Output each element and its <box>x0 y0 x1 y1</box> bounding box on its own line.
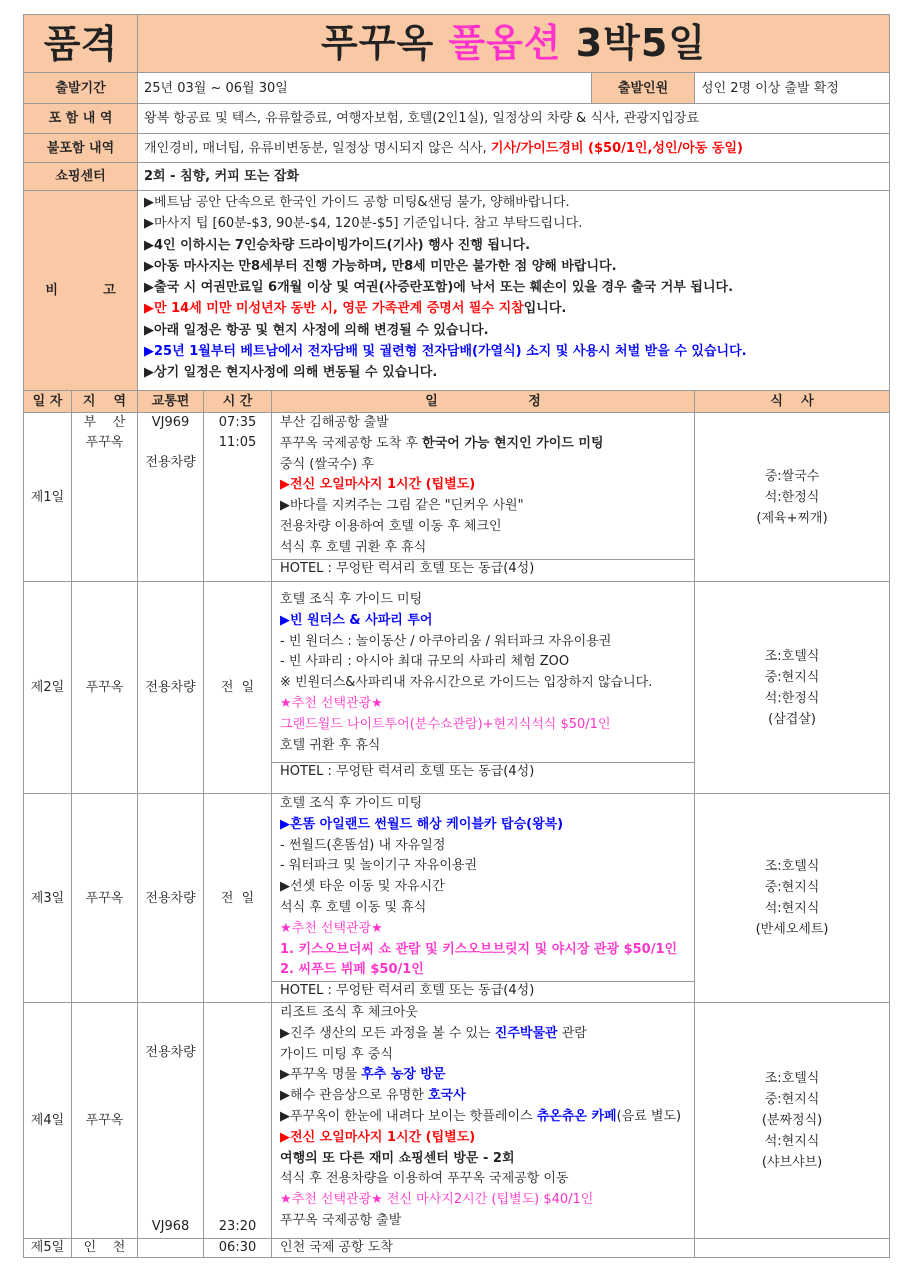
flight-number: VJ968 <box>151 1219 190 1234</box>
meal-text: 중:현지식 <box>764 880 820 895</box>
schedule-line: ▶전신 오일마사지 1시간 (팁별도) <box>280 477 476 493</box>
schedule-line: - 썬월드(혼똠섬) 내 자유일정 <box>280 837 446 853</box>
brand-label: 품격 <box>24 15 138 73</box>
schedule-line: 호텔 조식 후 가이드 미팅 <box>280 796 423 811</box>
meal-text: 중:현지식 <box>764 1092 820 1107</box>
notes-list <box>138 191 890 391</box>
day-row <box>24 582 890 794</box>
exclude-label: 불포함 내역 <box>24 134 138 163</box>
day-row <box>24 794 890 1003</box>
schedule-line: ▶전신 오일마사지 1시간 (팁별도) <box>280 1129 476 1145</box>
schedule-cell <box>272 794 695 1003</box>
region-text: 푸꾸옥 <box>72 794 138 1003</box>
schedule-text: 푸꾸옥 국제공항 도착 후 <box>280 435 423 451</box>
schedule-highlight: 한국어 가능 현지인 가이드 미팅 <box>422 435 604 451</box>
notes-row <box>24 191 890 391</box>
day-row <box>24 1239 890 1258</box>
schedule-line: 전용차량 이용하여 호텔 이동 후 체크인 <box>280 518 502 534</box>
exclude-row <box>24 134 890 163</box>
meal-text: 조:호텔식 <box>764 648 820 664</box>
meal-text: (샤브샤브) <box>761 1155 823 1170</box>
include-value: 왕복 항공료 및 텍스, 유류할증료, 여행자보험, 호텔(2인1실), 일정상의 차량 & 식사, 관광지입장료 <box>138 104 890 134</box>
schedule-cell <box>272 1003 695 1239</box>
meal-text: (삼겹살) <box>768 711 816 727</box>
meal-cell <box>695 413 890 582</box>
schedule-line: 리조트 조식 후 체크아웃 <box>280 1005 418 1020</box>
schedule-highlight: 호국사 <box>428 1088 466 1104</box>
exclude-text: 개인경비, 매너팁, 유류비변동분, 일정상 명시되지 않은 식사, <box>144 140 491 156</box>
schedule-text: ▶푸꾸옥 명물 <box>280 1067 362 1083</box>
itinerary-sheet <box>23 14 889 1258</box>
meal-text: 조:호텔식 <box>764 859 820 874</box>
note-item: ▶아래 일정은 항공 및 현지 사정에 의해 변경될 수 있습니다. <box>144 322 489 338</box>
meal-cell <box>695 1003 890 1239</box>
schedule-line: 호텔 조식 후 가이드 미팅 <box>280 592 423 607</box>
transport-cell <box>138 1003 204 1239</box>
schedule-line: 중식 (쌀국수) 후 <box>280 456 374 472</box>
meal-text: 중:쌀국수 <box>764 468 820 484</box>
schedule-line: ★추천 선택관광★ <box>280 920 383 936</box>
schedule-line: 가이드 미팅 후 중식 <box>280 1046 393 1062</box>
meal-text: 석:현지식 <box>764 901 820 916</box>
transport-text: 전용차량 <box>145 1045 196 1060</box>
schedule-line: 인천 국제 공항 도착 <box>272 1239 695 1258</box>
region-text: 부 산 <box>83 415 126 430</box>
shop-label: 쇼핑센터 <box>24 163 138 191</box>
schedule-header-row <box>24 391 890 413</box>
col-transport: 교통편 <box>138 391 204 413</box>
exclude-value <box>138 134 890 163</box>
transport-gap <box>138 433 203 453</box>
people-value: 성인 2명 이상 출발 확정 <box>695 73 890 104</box>
title-highlight: 풀옵션 <box>448 21 562 65</box>
schedule-line <box>272 434 694 455</box>
meal-text <box>695 1239 890 1258</box>
schedule-line <box>272 1065 694 1086</box>
region-cell <box>72 413 138 582</box>
include-label: 포 함 내 역 <box>24 104 138 134</box>
day-label: 제3일 <box>24 794 72 1003</box>
time-text: 06:30 <box>204 1239 272 1258</box>
itinerary-table <box>23 14 890 1258</box>
schedule-highlight: 진주박물관 <box>494 1025 558 1041</box>
transport-text: 전용차량 <box>138 582 204 794</box>
schedule-highlight: 츄온츄온 카페 <box>536 1108 617 1124</box>
schedule-line: 1. 키스오브더씨 쇼 관람 및 키스오브브릿지 및 야시장 관광 $50/1인 <box>280 941 678 957</box>
meal-text: (제육+찌개) <box>756 510 828 526</box>
note-item: ▶출국 시 여권만료일 6개월 이상 및 여권(사증란포함)에 낙서 또는 훼손이 있을 경우 출국 거부 됩니다. <box>144 280 734 296</box>
period-label: 출발기간 <box>24 73 138 104</box>
day-label: 제5일 <box>24 1239 72 1258</box>
shop-row <box>24 163 890 191</box>
schedule-line: ▶바다를 지켜주는 그림 같은 "딘커우 사원" <box>280 498 524 514</box>
col-schedule: 일 정 <box>272 391 695 413</box>
meal-text: 석:현지식 <box>764 1134 820 1149</box>
schedule-line: 석식 후 호텔 귀환 후 휴식 <box>280 539 427 555</box>
schedule-line: 호텔 귀환 후 휴식 <box>280 737 381 753</box>
meal-text: 중:현지식 <box>764 669 820 685</box>
schedule-line: 그랜드월드 나이트투어(분수쇼관람)+현지식석식 $50/1인 <box>280 716 611 732</box>
schedule-cell <box>272 582 695 794</box>
schedule-line: ※ 빈원더스&사파리내 자유시간으로 가이드는 입장하지 않습니다. <box>280 675 653 691</box>
include-row <box>24 104 890 134</box>
col-region: 지 역 <box>72 391 138 413</box>
time-text: 전 일 <box>204 582 272 794</box>
region-text: 푸꾸옥 <box>72 1003 138 1239</box>
schedule-text: ▶푸꾸옥이 한눈에 내려다 보이는 핫플레이스 <box>280 1108 537 1124</box>
transport-text: 전용차량 <box>145 455 196 470</box>
transport-cell <box>138 413 204 582</box>
page-title <box>138 15 890 73</box>
note-item: ▶마사지 팁 [60분-$3, 90분-$4, 120분-$5] 기준입니다. 참고 부탁드립니다. <box>144 216 583 232</box>
schedule-line: - 빈 원더스 : 놀이동산 / 아쿠아리움 / 워터파크 자유이용권 <box>280 633 612 649</box>
header-row <box>24 15 890 73</box>
flight-number: VJ969 <box>151 415 190 430</box>
meal-cell <box>695 794 890 1003</box>
schedule-line: ▶빈 원더스 & 사파리 투어 <box>280 612 433 628</box>
schedule-line: 푸꾸옥 국제공항 출발 <box>280 1212 402 1228</box>
schedule-line: - 빈 사파리 : 아시아 최대 규모의 사파리 체험 ZOO <box>280 654 570 670</box>
schedule-line: 2. 씨푸드 뷔페 $50/1인 <box>280 962 424 978</box>
day-label: 제2일 <box>24 582 72 794</box>
col-meal: 식 사 <box>695 391 890 413</box>
time-text: 23:20 <box>218 1219 257 1234</box>
day-row <box>24 1003 890 1239</box>
shop-value: 2회 - 침향, 커피 또는 잡화 <box>138 163 890 191</box>
notes-label: 비 고 <box>24 191 138 391</box>
day-label: 제1일 <box>24 413 72 582</box>
note-minor-warning: ▶만 14세 미만 미성년자 동반 시, 영문 가족관계 증명서 필수 지참 <box>144 301 524 317</box>
note-item: ▶베트남 공안 단속으로 한국인 가이드 공항 미팅&샌딩 불가, 양해바랍니다. <box>144 195 570 210</box>
hotel-line: HOTEL : 무엉탄 럭셔리 호텔 또는 동급(4성) <box>272 981 694 1000</box>
note-item <box>144 298 883 319</box>
schedule-text: ▶진주 생산의 모든 과정을 볼 수 있는 <box>280 1025 495 1041</box>
schedule-line: 여행의 또 다른 재미 쇼핑센터 방문 - 2회 <box>280 1150 515 1166</box>
day-row <box>24 413 890 582</box>
schedule-cell <box>272 413 695 582</box>
schedule-line: 석식 후 전용차량을 이용하여 푸꾸옥 국제공항 이동 <box>280 1171 569 1187</box>
schedule-highlight: 후추 농장 방문 <box>361 1067 446 1083</box>
hotel-line: HOTEL : 무엉탄 럭셔리 호텔 또는 동급(4성) <box>272 559 694 578</box>
meal-cell <box>695 582 890 794</box>
schedule-line: ▶혼똠 아일랜드 썬월드 해상 케이블카 탑승(왕복) <box>280 816 564 832</box>
schedule-line: 석식 후 호텔 이동 및 휴식 <box>280 899 427 915</box>
note-item: ▶상기 일정은 현지사정에 의해 변동될 수 있습니다. <box>144 365 438 381</box>
col-time: 시 간 <box>204 391 272 413</box>
meal-text: (반세오세트) <box>755 922 829 937</box>
time-cell <box>204 1003 272 1239</box>
note-item: ▶4인 이하시는 7인승차량 드라이빙가이드(기사) 행사 진행 됩니다. <box>144 237 531 253</box>
title-suffix: 3박5일 <box>561 21 707 65</box>
schedule-line: ★추천 선택관광★ 전신 마사지2시간 (팁별도) $40/1인 <box>280 1192 594 1208</box>
meal-text: 석:한정식 <box>764 690 820 706</box>
time-cell <box>204 413 272 582</box>
time-text: 07:35 <box>218 415 257 430</box>
note-minor-suffix: 입니다. <box>523 301 567 317</box>
schedule-line: ▶선셋 타운 이동 및 자유시간 <box>280 879 445 895</box>
hotel-line: HOTEL : 무엉탄 럭셔리 호텔 또는 동급(4성) <box>272 762 694 781</box>
region-text: 인 천 <box>72 1239 138 1258</box>
title-prefix: 푸꾸옥 <box>321 21 449 65</box>
meal-text: (분짜정식) <box>761 1113 823 1128</box>
note-item: ▶25년 1월부터 베트남에서 전자담배 및 궐련형 전자담배(가열식) 소지 및 사용시 처벌 받을 수 있습니다. <box>144 344 747 360</box>
people-label: 출발인원 <box>592 73 695 104</box>
transport-text: 전용차량 <box>138 794 204 1003</box>
col-day: 일 자 <box>24 391 72 413</box>
schedule-line: ★추천 선택관광★ <box>280 695 383 711</box>
schedule-line: - 워터파크 및 놀이기구 자유이용권 <box>280 858 478 874</box>
note-item: ▶아동 마사지는 만8세부터 진행 가능하며, 만8세 미만은 불가한 점 양해 바랍니다. <box>144 258 617 274</box>
schedule-text: 관람 <box>557 1025 587 1041</box>
period-row <box>24 73 890 104</box>
schedule-line <box>272 1024 694 1045</box>
time-text: 전 일 <box>204 794 272 1003</box>
schedule-line <box>272 1107 694 1128</box>
meal-text: 조:호텔식 <box>764 1071 820 1086</box>
exclude-guide-fee: 기사/가이드경비 ($50/1인,성인/아동 동일) <box>490 140 743 156</box>
day-label: 제4일 <box>24 1003 72 1239</box>
schedule-text: ▶해수 관음상으로 유명한 <box>280 1088 428 1104</box>
transport-text <box>138 1239 204 1258</box>
region-text: 푸꾸옥 <box>85 435 124 450</box>
schedule-line: 부산 김해공항 출발 <box>280 415 389 430</box>
meal-text: 석:한정식 <box>764 489 820 505</box>
region-text: 푸꾸옥 <box>72 582 138 794</box>
schedule-line <box>272 1086 694 1107</box>
period-value: 25년 03월 ~ 06월 30일 <box>138 73 592 104</box>
time-text: 11:05 <box>218 435 257 450</box>
schedule-text: (음료 별도) <box>616 1108 682 1124</box>
